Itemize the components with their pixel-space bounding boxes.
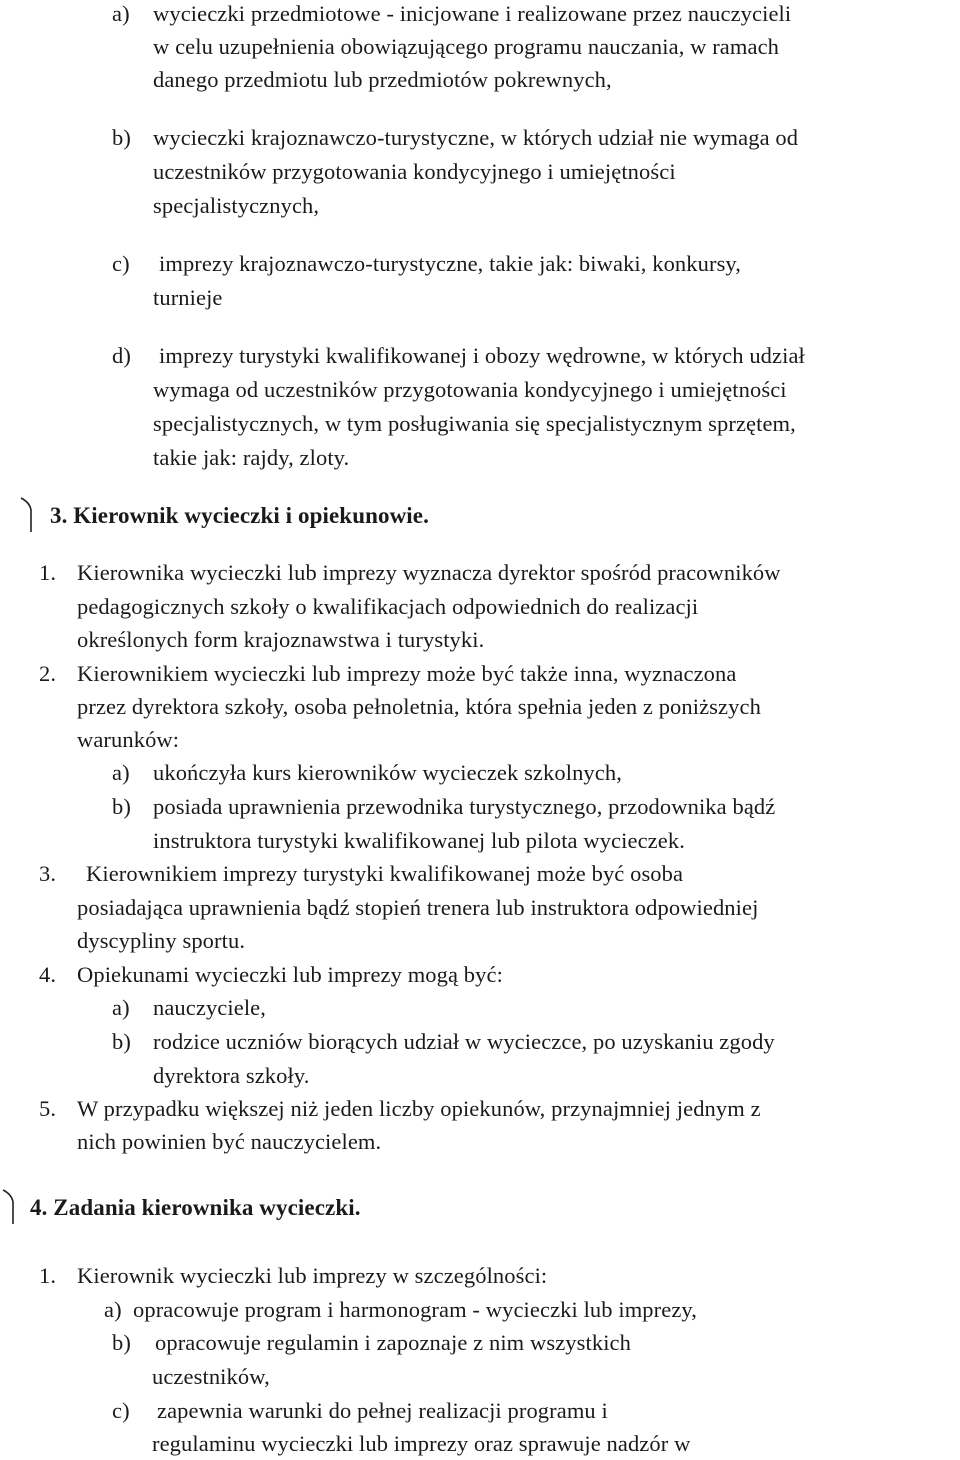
list-item-label: b) (112, 125, 131, 150)
sub-item-text: ukończyła kurs kierowników wycieczek szkolnych, (153, 760, 622, 785)
item-number: 5. (39, 1096, 57, 1121)
sub-item-text: instruktora turystyki kwalifikowanej lub pilota wycieczek. (153, 828, 685, 853)
sub-item-text: posiada uprawnienia przewodnika turystycznego, przodownika bądź (153, 794, 776, 819)
list-item-text: imprezy krajoznawczo-turystyczne, takie jak: biwaki, konkursy, (159, 251, 742, 276)
sub-item-label: c) (112, 1398, 130, 1423)
sub-item-text: nauczyciele, (153, 995, 266, 1020)
sub-item-text: zapewnia warunki do pełnej realizacji programu i (157, 1398, 608, 1423)
item-text: dyscypliny sportu. (77, 928, 246, 953)
item-text: określonych form krajoznawstwa i turystyki. (77, 627, 485, 652)
list-item-text: specjalistycznych, w tym posługiwania się specjalistycznym sprzętem, (153, 411, 796, 436)
sub-item-text: opracowuje program i harmonogram - wycieczki lub imprezy, (133, 1297, 698, 1322)
item-number: 4. (39, 962, 57, 987)
sub-item-text: dyrektora szkoły. (153, 1063, 310, 1088)
item-text: Opiekunami wycieczki lub imprezy mogą być: (77, 962, 503, 987)
sub-item-text: uczestników, (152, 1364, 270, 1389)
list-item-text: wycieczki krajoznawczo-turystyczne, w których udział nie wymaga od (153, 125, 799, 150)
list-item-text: takie jak: rajdy, zloty. (153, 445, 350, 470)
item-number: 2. (39, 661, 57, 686)
list-item-label: d) (112, 343, 131, 368)
item-text: W przypadku większej niż jeden liczby opiekunów, przynajmniej jednym z (77, 1096, 761, 1121)
sub-item-text: rodzice uczniów biorących udział w wycieczce, po uzyskaniu zgody (153, 1029, 775, 1054)
item-number: 1. (39, 560, 57, 585)
section-mark-icon (2, 1188, 16, 1224)
sub-item-label: a) (112, 995, 130, 1020)
sub-item-text: regulaminu wycieczki lub imprezy oraz sprawuje nadzór w (152, 1431, 691, 1456)
item-text: Kierownikiem imprezy turystyki kwalifikowanej może być osoba (86, 861, 684, 886)
item-text: pedagogicznych szkoły o kwalifikacjach odpowiednich do realizacji (77, 594, 699, 619)
list-item-label: c) (112, 251, 130, 276)
list-item-text: danego przedmiotu lub przedmiotów pokrewnych, (153, 67, 612, 92)
sub-item-text: opracowuje regulamin i zapoznaje z nim wszystkich (155, 1330, 631, 1355)
item-text: Kierownika wycieczki lub imprezy wyznacza dyrektor spośród pracowników (77, 560, 781, 585)
item-text: warunków: (77, 727, 180, 752)
section-heading: 4. Zadania kierownika wycieczki. (30, 1195, 361, 1220)
item-text: Kierownik wycieczki lub imprezy w szczególności: (77, 1263, 548, 1288)
sub-item-label: b) (112, 1330, 131, 1355)
list-item-text: wycieczki przedmiotowe - inicjowane i realizowane przez nauczycieli (153, 1, 792, 26)
item-number: 3. (39, 861, 57, 886)
list-item-text: uczestników przygotowania kondycyjnego i umiejętności (153, 159, 676, 184)
list-item-text: turnieje (153, 285, 223, 310)
item-text: przez dyrektora szkoły, osoba pełnoletnia, która spełnia jeden z poniższych (77, 694, 761, 719)
list-item-label: a) (112, 1, 130, 26)
item-text: nich powinien być nauczycielem. (77, 1129, 382, 1154)
section-mark-icon (20, 496, 34, 532)
list-item-text: wymaga od uczestników przygotowania kondycyjnego i umiejętności (153, 377, 787, 402)
sub-item-label: a) (104, 1297, 122, 1322)
list-item-text: specjalistycznych, (153, 193, 320, 218)
list-item-text: w celu uzupełnienia obowiązującego programu nauczania, w ramach (153, 34, 780, 59)
item-number: 1. (39, 1263, 57, 1288)
sub-item-label: b) (112, 794, 131, 819)
sub-item-label: b) (112, 1029, 131, 1054)
section-heading: 3. Kierownik wycieczki i opiekunowie. (50, 503, 429, 528)
item-text: posiadająca uprawnienia bądź stopień trenera lub instruktora odpowiedniej (77, 895, 759, 920)
item-text: Kierownikiem wycieczki lub imprezy może być także inna, wyznaczona (77, 661, 737, 686)
list-item-text: imprezy turystyki kwalifikowanej i obozy wędrowne, w których udział (159, 343, 805, 368)
sub-item-label: a) (112, 760, 130, 785)
